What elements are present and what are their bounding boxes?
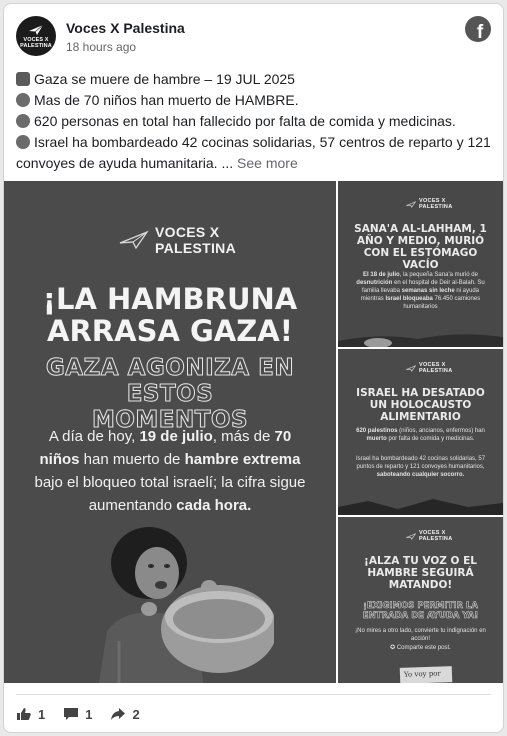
page-avatar[interactable]: [16, 16, 56, 56]
thumbs-up-icon: [16, 707, 32, 721]
share-arrow-icon: [110, 707, 126, 721]
outline-headline: [4, 355, 336, 433]
body-seg: en el hospital de Deir al-Balah. Su familia llevaba: [361, 280, 485, 294]
body-seg: 76.450 camiones humanitarios: [403, 296, 481, 310]
tile-headline: ISRAEL HA DESATADO UN HOLOCAUSTO ALIMENTARIO: [356, 387, 485, 423]
tile-outline-headline: ¡EXIGIMOS PERMITIR LA ENTRADA DE AYUDA YA!: [362, 601, 479, 621]
footer-divider: [16, 694, 491, 695]
gallery-image-2[interactable]: [338, 181, 503, 347]
text-line-4: [16, 132, 496, 174]
body-seg: , más de: [212, 428, 275, 445]
plane-icon: [406, 201, 416, 208]
protest-sign: [400, 666, 453, 683]
post-text: [16, 69, 496, 174]
body-seg: ni ayuda mientras: [360, 288, 480, 302]
text-line-1: [16, 69, 496, 90]
tile-body-text-1: [350, 427, 491, 443]
main-body-text: [30, 425, 310, 517]
page-name[interactable]: Voces X Palestina: [66, 20, 185, 36]
outline-headline-line-2: MOMENTOS: [91, 407, 249, 433]
like-count-button[interactable]: [16, 707, 45, 722]
plane-icon: [406, 365, 416, 372]
logo-text-2: PALESTINA: [419, 367, 453, 374]
post-header: [4, 4, 503, 64]
child-with-bowl-photo: [79, 521, 274, 683]
circle-bullet-icon: [16, 135, 30, 149]
text-line-2: [16, 90, 496, 111]
body-seg-bold: semanas sin leche: [401, 288, 455, 294]
text-line-3: [16, 111, 496, 132]
post-card: [3, 3, 504, 733]
body-seg: A día de hoy,: [48, 428, 140, 445]
tile-photo-strip: [338, 493, 503, 515]
share-count: 2: [132, 706, 140, 722]
body-seg: , la pequeña Sana'a murió de: [399, 272, 478, 278]
tile-headline: ¡ALZA TU VOZ O EL HAMBRE SEGUIRÁ MATANDO!: [364, 555, 477, 591]
gallery-image-3[interactable]: [338, 349, 503, 515]
logo-text-2: PALESTINA: [155, 240, 236, 256]
logo-text-2: PALESTINA: [419, 203, 453, 210]
image-gallery: [4, 181, 503, 683]
like-count: 1: [38, 706, 46, 722]
voces-logo: [119, 225, 236, 255]
share-count-button[interactable]: [110, 707, 139, 722]
avatar-label-2: PALESTINA: [20, 42, 52, 49]
logo-text-1: VOCES X: [419, 530, 446, 536]
comment-count: 1: [85, 706, 93, 722]
main-headline-line-2: ARRASA GAZA!: [47, 314, 293, 348]
text-line-1-content: Gaza se muere de hambre – 19 JUL 2025: [34, 71, 295, 87]
outline-headline-line-1: GAZA AGONIZA EN ESTOS: [45, 355, 295, 407]
tile-body-text: [350, 271, 491, 311]
logo-text-1: VOCES X: [419, 198, 446, 204]
logo-text-2: PALESTINA: [419, 535, 453, 542]
facebook-logo-letter: f: [476, 22, 484, 42]
gallery-image-main[interactable]: [4, 181, 336, 683]
plane-icon: [406, 533, 416, 540]
comment-icon: [63, 707, 79, 721]
body-seg-bold: 19 de julio: [139, 428, 213, 445]
logo-text-1: VOCES X: [155, 224, 220, 240]
tile-body-text-2: [350, 455, 491, 479]
engagement-bar: [16, 704, 158, 724]
circle-bullet-icon: [16, 93, 30, 107]
tile-body-text-2: ✪ Comparte este post.: [390, 645, 451, 651]
plane-icon: [119, 230, 149, 250]
plane-icon: [28, 24, 44, 36]
text-line-4-content: Israel ha bombardeado 42 cocinas solidarias, 57 centros de reparto y 121 convoyes de ayuda humanitaria. ...: [16, 134, 491, 171]
circle-bullet-icon: [16, 114, 30, 128]
facebook-logo-icon[interactable]: [465, 16, 491, 42]
text-line-2-content: Mas de 70 niños han muerto de HAMBRE.: [34, 92, 299, 108]
voces-logo: [406, 531, 452, 542]
voces-logo: [406, 363, 452, 374]
body-seg: bajo el bloqueo total israelí; la cifra sigue aumentando: [34, 474, 306, 514]
protest-sign-text: Yo voy por: [403, 669, 441, 679]
body-seg: por falta de comida y medicinas.: [386, 436, 475, 442]
post-timestamp[interactable]: 18 hours ago: [66, 40, 137, 54]
logo-text-1: VOCES X: [419, 362, 446, 368]
body-seg: han muerto de: [79, 451, 185, 468]
body-seg-bold: hambre extrema: [184, 451, 301, 468]
body-seg-bold: saboteando cualquier socorro.: [376, 472, 465, 478]
body-seg-bold: Israel bloqueaba: [385, 296, 433, 302]
body-seg-bold: cada hora.: [176, 497, 252, 514]
comment-count-button[interactable]: [63, 707, 92, 722]
tile-photo-strip: [338, 329, 503, 347]
avatar-label-1: VOCES X: [23, 36, 49, 43]
body-seg-bold: muerto: [366, 436, 387, 442]
main-headline-line-1: ¡LA HAMBRUNA: [42, 282, 298, 316]
body-seg-bold: 620 palestinos: [356, 428, 398, 434]
tile-body-text-1: ¡No mires a otro lado, convierte tu indignación en acción!: [355, 628, 486, 642]
tile-headline: SANA'A AL-LAHHAM, 1 AÑO Y MEDIO, MURIÓ CON EL ESTÓMAGO VACÍO: [354, 223, 487, 271]
square-bullet-icon: [16, 72, 30, 86]
text-line-3-content: 620 personas en total han fallecido por falta de comida y medicinas.: [34, 113, 456, 129]
body-seg-bold: desnutrición: [356, 280, 393, 286]
gallery-image-4[interactable]: [338, 517, 503, 683]
body-seg-bold: El 18 de julio: [363, 272, 400, 278]
voces-logo: [406, 199, 452, 210]
body-seg-bold: 70 niños: [39, 428, 292, 468]
main-headline: [4, 283, 336, 347]
body-seg: (niños, ancianos, enfermos) han: [397, 428, 485, 434]
see-more-link[interactable]: See more: [237, 155, 298, 171]
body-seg: Israel ha bombardeado 42 cocinas solidarias, 57 puntos de reparto y 121 convoyes humanitarios,: [355, 456, 486, 470]
